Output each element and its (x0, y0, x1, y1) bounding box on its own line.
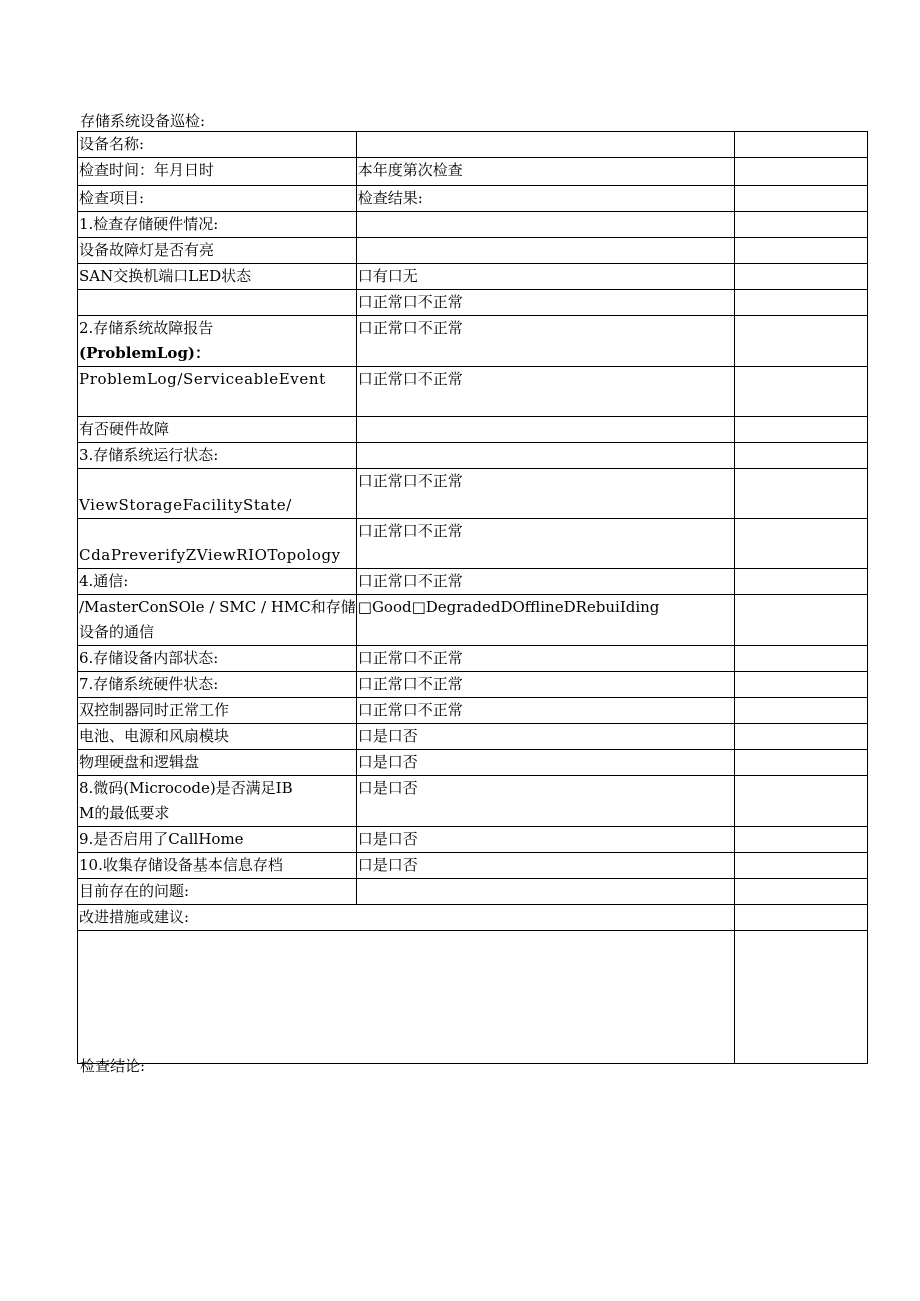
table-row (78, 212, 868, 238)
cell-result[interactable]: 口正常口不正常 (356, 290, 734, 316)
cell-label: 7.存储系统硬件状态: (78, 672, 357, 698)
table-row (78, 367, 868, 417)
cell-label: 设备名称: (78, 132, 357, 158)
cell-label: 1.检查存储硬件情况: (78, 212, 357, 238)
cell-label: 目前存在的问题: (78, 879, 357, 905)
cell-result[interactable]: 口是口否 (356, 724, 734, 750)
cell-label (78, 469, 357, 519)
cell-result[interactable] (356, 238, 734, 264)
table-row (78, 186, 868, 212)
cell-label: 3.存储系统运行状态: (78, 443, 357, 469)
table-row (78, 417, 868, 443)
table-row (78, 750, 868, 776)
table-row (78, 698, 868, 724)
cell-note[interactable] (734, 595, 867, 646)
suggestion-area[interactable] (78, 931, 735, 1064)
cell-label: 9.是否启用了CallHome (78, 827, 357, 853)
cell-result[interactable] (356, 417, 734, 443)
table-row (78, 905, 868, 931)
table-row (78, 776, 868, 827)
cell-result[interactable]: □Good□DegradedDOfflineDRebuiIding (356, 595, 734, 646)
cell-label-line: (ProblemLog)： (79, 344, 211, 362)
cell-note[interactable] (734, 158, 867, 186)
cell-note[interactable] (734, 672, 867, 698)
table-row (78, 569, 868, 595)
cell-note[interactable] (734, 212, 867, 238)
table-row (78, 724, 868, 750)
table-row (78, 443, 868, 469)
cell-result[interactable]: 口是口否 (356, 776, 734, 827)
cell-note[interactable] (734, 698, 867, 724)
cell-label-line: 设备的通信 (79, 623, 155, 641)
cell-label: 检查项目: (78, 186, 357, 212)
cell-label: 物理硬盘和逻辑盘 (78, 750, 357, 776)
table-row (78, 931, 868, 1064)
cell-label-line: M的最低要求 (79, 804, 170, 822)
cell-note[interactable] (734, 469, 867, 519)
cell-note[interactable] (734, 443, 867, 469)
cell-label-text: ProblemLog/ServiceableEvent (79, 370, 326, 388)
table-row (78, 158, 868, 186)
cell-note[interactable] (734, 519, 867, 569)
table-row (78, 132, 868, 158)
cell-label: 设备故障灯是否有亮 (78, 238, 357, 264)
cell-result[interactable]: 口正常口不正常 (356, 519, 734, 569)
table-row (78, 827, 868, 853)
cell-note[interactable] (734, 238, 867, 264)
cell-label-line: /MasterConSOle / SMC / HMC和存储 (79, 598, 356, 616)
cell-result[interactable]: 口正常口不正常 (356, 698, 734, 724)
cell-note[interactable] (734, 316, 867, 367)
inspection-table (77, 131, 868, 1064)
cell-label (78, 519, 357, 569)
cell-label-text: CdaPreverifyZViewRIOTopology (79, 546, 341, 564)
conclusion-label: 检查结论: (80, 1057, 146, 1075)
cell-result[interactable]: 口是口否 (356, 827, 734, 853)
cell-label: 检查时间：年月日时 (78, 158, 357, 186)
cell-note[interactable] (734, 853, 867, 879)
cell-note[interactable] (734, 290, 867, 316)
cell-note[interactable] (734, 724, 867, 750)
cell-label (78, 316, 357, 367)
cell-result[interactable] (356, 132, 734, 158)
form-heading: 存储系统设备巡检: (80, 112, 206, 130)
cell-label-text: ViewStorageFacilityState/ (79, 496, 292, 514)
cell-result[interactable]: 口正常口不正常 (356, 469, 734, 519)
table-row (78, 595, 868, 646)
cell-label: 改进措施或建议: (78, 905, 735, 931)
cell-label: 4.通信: (78, 569, 357, 595)
cell-label (78, 595, 357, 646)
table-row (78, 290, 868, 316)
table-row (78, 469, 868, 519)
table-row (78, 879, 868, 905)
table-row (78, 264, 868, 290)
cell-label-line: 2.存储系统故障报告 (79, 319, 214, 337)
cell-note[interactable] (734, 646, 867, 672)
cell-note[interactable] (734, 776, 867, 827)
cell-note[interactable] (734, 186, 867, 212)
cell-label: 有否硬件故障 (78, 417, 357, 443)
cell-note[interactable] (734, 569, 867, 595)
table-row (78, 646, 868, 672)
table-row (78, 519, 868, 569)
cell-note[interactable] (734, 905, 867, 931)
cell-result: 检查结果: (356, 186, 734, 212)
table-row (78, 672, 868, 698)
cell-result[interactable] (356, 443, 734, 469)
cell-result[interactable]: 口是口否 (356, 750, 734, 776)
cell-note[interactable] (734, 417, 867, 443)
cell-label: 6.存储设备内部状态: (78, 646, 357, 672)
cell-note[interactable] (734, 132, 867, 158)
cell-result[interactable]: 口正常口不正常 (356, 672, 734, 698)
cell-note[interactable] (734, 827, 867, 853)
cell-label: 10.收集存储设备基本信息存档 (78, 853, 357, 879)
cell-result[interactable]: 口正常口不正常 (356, 316, 734, 367)
cell-note[interactable] (734, 750, 867, 776)
cell-result[interactable]: 本年度第次检查 (356, 158, 734, 186)
table-row (78, 316, 868, 367)
cell-result[interactable]: 口正常口不正常 (356, 646, 734, 672)
cell-note[interactable] (734, 264, 867, 290)
table-row (78, 853, 868, 879)
cell-result[interactable]: 口是口否 (356, 853, 734, 879)
cell-result[interactable]: 口正常口不正常 (356, 367, 734, 417)
cell-label: SAN交换机端口LED状态 (78, 264, 357, 290)
cell-result[interactable]: 口正常口不正常 (356, 569, 734, 595)
table-row (78, 238, 868, 264)
cell-label (78, 290, 357, 316)
cell-result[interactable] (356, 212, 734, 238)
cell-label (78, 776, 357, 827)
cell-result[interactable] (356, 879, 734, 905)
cell-label: 电池、电源和风扇模块 (78, 724, 357, 750)
cell-note[interactable] (734, 931, 867, 1064)
cell-label (78, 367, 357, 417)
cell-note[interactable] (734, 879, 867, 905)
cell-label-line: 8.微码(Microcode)是否满足IB (79, 779, 293, 797)
cell-result[interactable]: 口有口无 (356, 264, 734, 290)
cell-note[interactable] (734, 367, 867, 417)
cell-label: 双控制器同时正常工作 (78, 698, 357, 724)
